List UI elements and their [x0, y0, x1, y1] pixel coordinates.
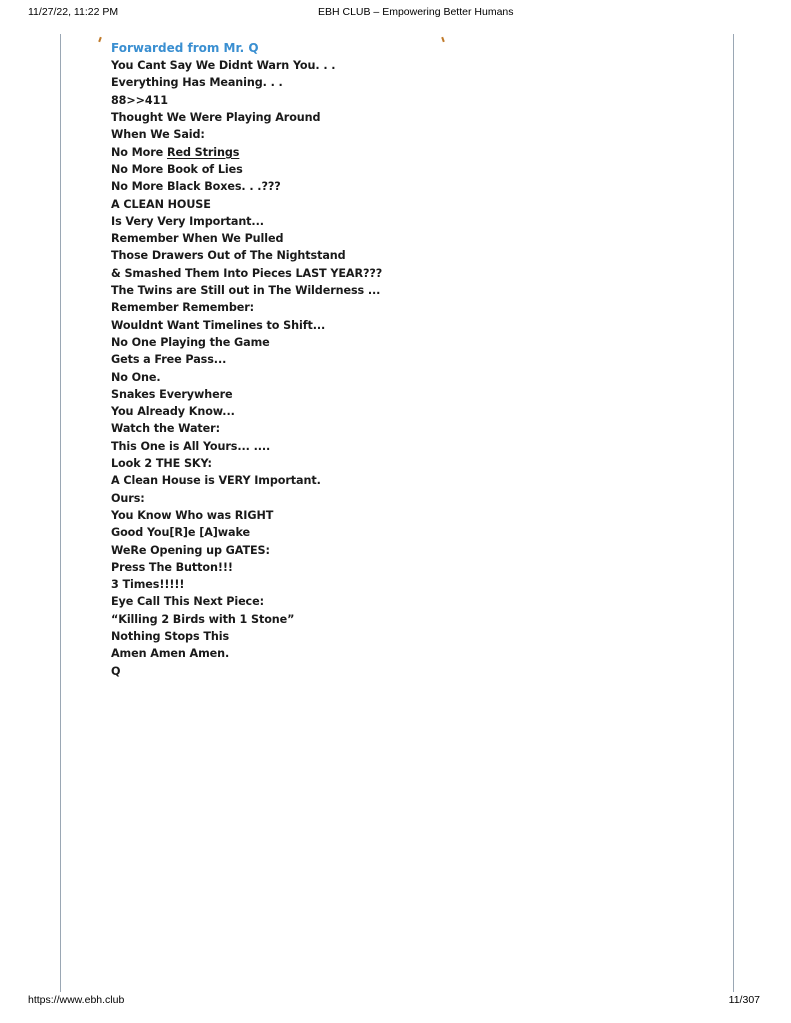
post-line: Amen Amen Amen. [111, 647, 230, 661]
post-line: Look 2 THE SKY: [111, 457, 212, 471]
post-line: No One Playing the Game [111, 335, 270, 349]
post-line: Nothing Stops This [111, 629, 230, 643]
post-line: Eye Call This Next Piece: [111, 595, 264, 609]
page-url: https://www.ebh.club [28, 994, 125, 1006]
post-content [111, 40, 711, 680]
post-line: Snakes Everywhere [111, 387, 233, 401]
post-line: Those Drawers Out of The Nightstand [111, 249, 346, 263]
post-line: You Already Know... [111, 405, 235, 419]
post-line: Wouldnt Want Timelines to Shift... [111, 318, 326, 332]
red-strings-link[interactable]: Red Strings [166, 145, 240, 159]
post-line: No One. [111, 370, 161, 384]
post-signature: Q [111, 664, 121, 678]
post-line: A Clean House is VERY Important. [111, 474, 321, 488]
post-line: When We Said: [111, 128, 205, 142]
post-line: Good You[R]e [A]wake [111, 526, 251, 540]
forwarded-from-link[interactable]: Forwarded from Mr. Q [111, 41, 259, 55]
post-line: You Know Who was RIGHT [111, 508, 274, 522]
post-line: Everything Has Meaning. . . [111, 76, 283, 90]
post-line: 88>>411 [111, 93, 168, 107]
page-title: EBH CLUB – Empowering Better Humans [318, 6, 514, 18]
left-corner-mark [98, 37, 102, 42]
post-line: Press The Button!!! [111, 560, 233, 574]
post-line: No More Black Boxes. . .??? [111, 180, 281, 194]
right-border-line [733, 34, 734, 992]
post-line: This One is All Yours... .... [111, 439, 271, 453]
post-line: The Twins are Still out in The Wilderness ... [111, 284, 381, 298]
post-line: 3 Times!!!!! [111, 578, 185, 592]
post-line: Ours: [111, 491, 145, 505]
post-line: Thought We Were Playing Around [111, 111, 321, 125]
post-line: Remember Remember: [111, 301, 255, 315]
print-datetime: 11/27/22, 11:22 PM [28, 6, 119, 18]
post-line: Gets a Free Pass... [111, 353, 227, 367]
post-line: Is Very Very Important... [111, 214, 264, 228]
post-line: WeRe Opening up GATES: [111, 543, 270, 557]
left-border-line [60, 34, 61, 992]
post-line: “Killing 2 Birds with 1 Stone” [111, 612, 295, 626]
post-line: Remember When We Pulled [111, 232, 284, 246]
page-number: 11/307 [728, 994, 760, 1006]
post-line [111, 144, 711, 161]
post-line: Watch the Water: [111, 422, 220, 436]
post-line-prefix: No More [111, 145, 167, 159]
post-line: No More Book of Lies [111, 162, 243, 176]
post-line: & Smashed Them Into Pieces LAST YEAR??? [111, 266, 383, 280]
post-line: You Cant Say We Didnt Warn You. . . [111, 59, 336, 73]
post-line: A CLEAN HOUSE [111, 197, 211, 211]
